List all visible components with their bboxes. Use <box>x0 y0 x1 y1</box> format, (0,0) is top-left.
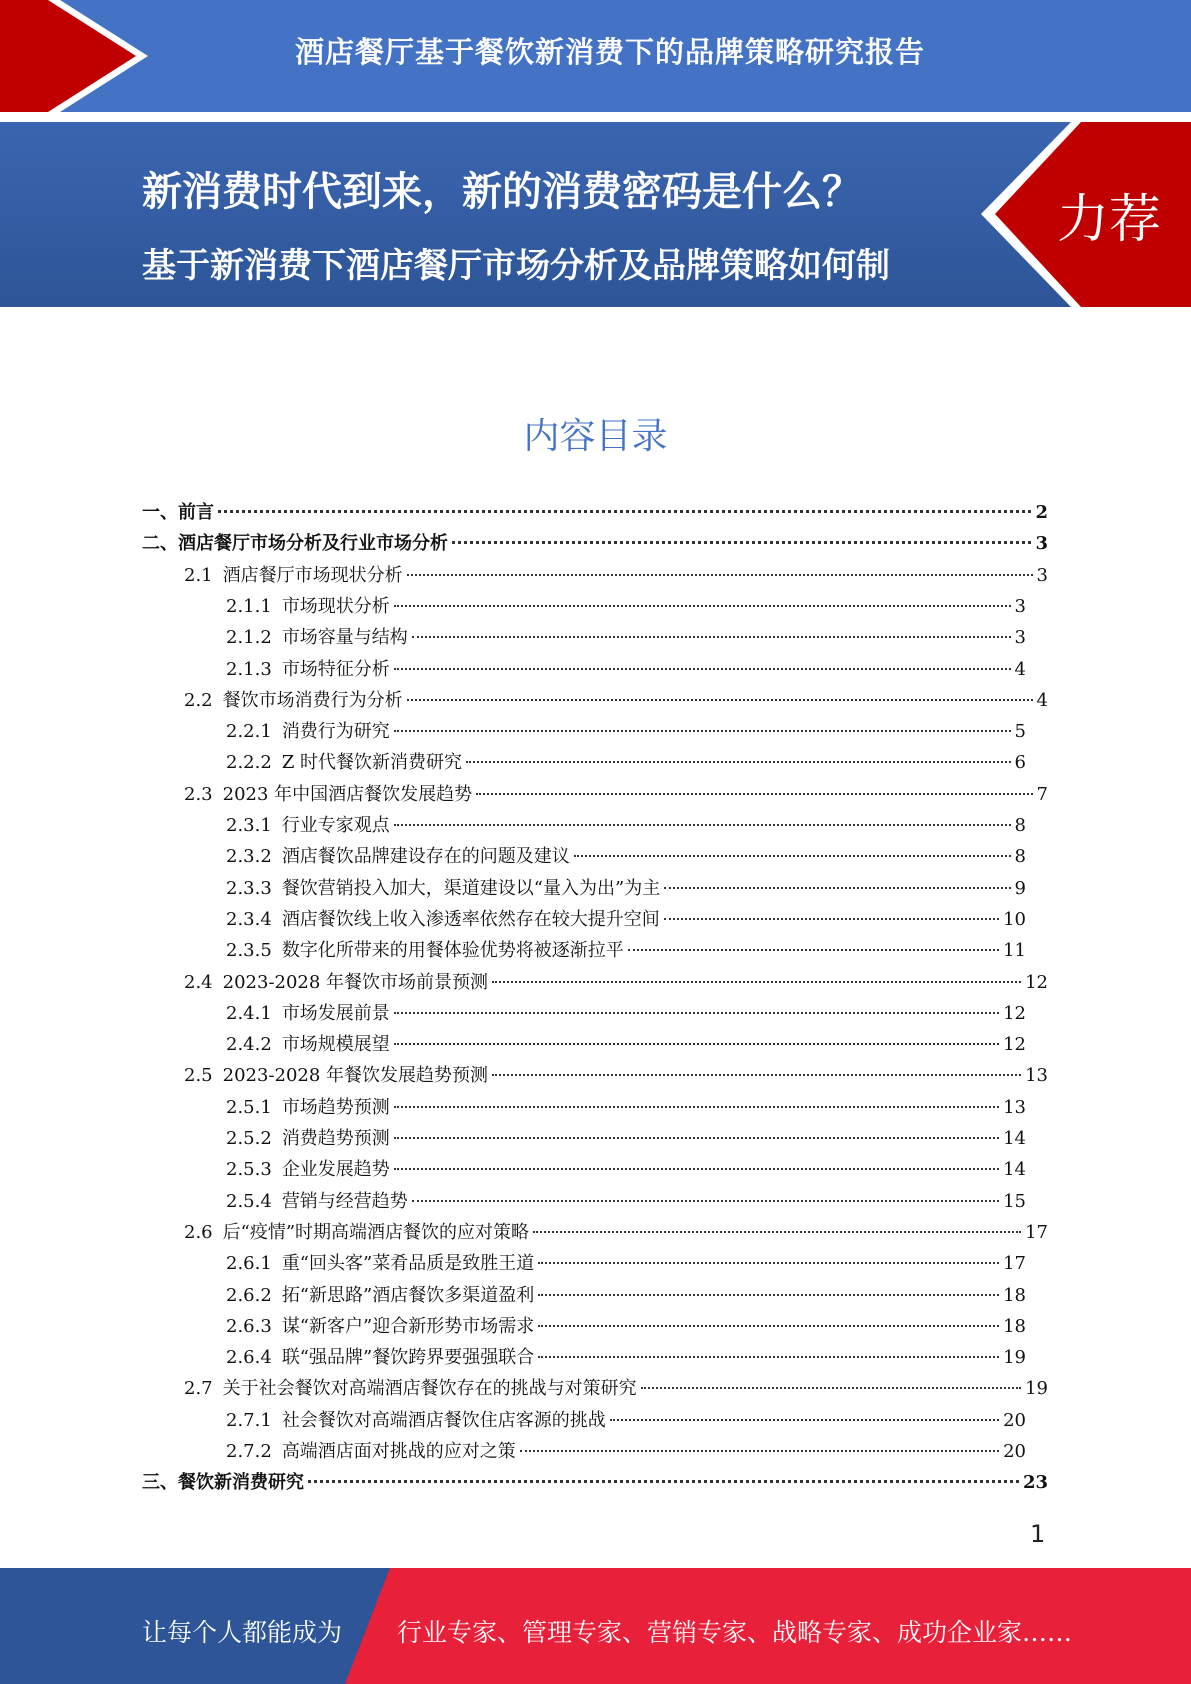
header-divider <box>0 112 1191 122</box>
toc-entry-label: 营销与经营趋势 <box>281 1190 408 1212</box>
toc-entry-label: 2023-2028 年餐饮发展趋势预测 <box>222 1065 489 1087</box>
toc-entry-page: 2 <box>1035 502 1048 523</box>
toc-entry[interactable] <box>226 1186 1026 1217</box>
toc-entry-label: 拓“新思路”酒店餐饮多渠道盈利 <box>281 1284 535 1306</box>
toc-entry-label: 行业专家观点 <box>281 815 390 836</box>
toc-entry-page: 3 <box>1014 595 1026 617</box>
toc-entry[interactable] <box>226 873 1026 904</box>
toc-entry[interactable] <box>184 967 1048 998</box>
toc-entry[interactable] <box>142 497 1048 528</box>
toc-entry-page: 9 <box>1014 877 1026 899</box>
toc-leader-dots <box>394 605 1011 607</box>
hero-subheadline: 基于新消费下酒店餐厅市场分析及品牌策略如何制定？？？ <box>142 246 890 354</box>
toc-entry-label: 前言 <box>178 502 214 523</box>
toc-leader-dots <box>533 1231 1021 1233</box>
toc-entry[interactable] <box>226 1029 1026 1060</box>
toc-entry-label: 酒店餐饮品牌建设存在的问题及建议 <box>281 846 570 868</box>
hero-headline: 新消费时代到来，新的消费密码是什么？ <box>142 169 862 215</box>
toc-entry-label: 餐饮新消费研究 <box>178 1472 304 1494</box>
toc-entry-label: 2023 年中国酒店餐饮发展趋势 <box>222 783 473 805</box>
toc-leader-dots <box>394 1043 999 1045</box>
toc-entry-label: 企业发展趋势 <box>281 1159 390 1181</box>
toc-entry[interactable] <box>226 1280 1026 1311</box>
toc-leader-dots <box>538 1262 999 1264</box>
toc-entry-label: 市场特征分析 <box>281 658 390 680</box>
toc-entry-page: 18 <box>1003 1315 1026 1337</box>
toc-entry-page: 6 <box>1014 752 1026 774</box>
toc-entry-page: 3 <box>1036 564 1048 586</box>
toc-entry-label: 社会餐饮对高端酒店餐饮住店客源的挑战 <box>281 1409 606 1431</box>
toc-entry-number: 2.5 <box>184 1065 213 1087</box>
toc-entry-number: 2.3.3 <box>226 877 272 899</box>
toc-entry-page: 18 <box>1003 1284 1026 1306</box>
toc-leader-dots <box>394 730 1011 732</box>
toc-leader-dots <box>476 793 1032 795</box>
toc-leader-dots <box>394 1168 999 1170</box>
toc-entry[interactable] <box>226 904 1026 935</box>
toc-entry-page: 8 <box>1014 846 1026 868</box>
toc-entry-page: 13 <box>1025 1065 1048 1087</box>
toc-leader-dots <box>538 1294 999 1296</box>
toc-entry-page: 5 <box>1014 721 1026 743</box>
toc-entry[interactable] <box>226 622 1026 653</box>
toc-leader-dots <box>218 510 1031 513</box>
toc-entry[interactable] <box>226 1123 1026 1154</box>
toc-leader-dots <box>492 981 1021 983</box>
toc-entry-number: 2.3.1 <box>226 815 272 836</box>
toc-entry-page: 12 <box>1003 1034 1026 1056</box>
header-red-chevron <box>0 0 150 112</box>
toc-entry-label: 谋“新客户”迎合新形势市场需求 <box>281 1315 535 1337</box>
toc-entry-label: 市场发展前景 <box>281 1002 390 1024</box>
toc-entry-number: 2.3.4 <box>226 908 272 930</box>
toc-entry-page: 10 <box>1003 908 1026 930</box>
toc-entry-number: 2.4.2 <box>226 1034 272 1056</box>
toc-entry-number: 2.3.5 <box>226 940 272 962</box>
toc-leader-dots <box>466 761 1011 763</box>
toc-entry-page: 8 <box>1014 815 1026 836</box>
toc-entry[interactable] <box>226 1405 1026 1436</box>
toc-entry-number: 2.1.1 <box>226 595 272 617</box>
toc-entry-number: 2.7.2 <box>226 1441 272 1462</box>
toc-leader-dots <box>610 1419 999 1421</box>
toc-entry-label: 市场规模展望 <box>281 1034 390 1056</box>
toc-entry-label: 消费趋势预测 <box>281 1128 390 1149</box>
toc-entry[interactable] <box>226 1342 1026 1373</box>
toc-entry-label: 酒店餐厅市场现状分析 <box>222 564 403 586</box>
toc-entry[interactable] <box>226 716 1026 747</box>
toc-title: 内容目录 <box>523 416 668 457</box>
toc-entry[interactable] <box>226 1436 1026 1467</box>
toc-entry-number: 2.2 <box>184 689 213 711</box>
toc-entry[interactable] <box>226 935 1026 966</box>
toc-entry[interactable] <box>226 654 1026 685</box>
toc-leader-dots <box>492 1074 1021 1076</box>
toc-leader-dots <box>664 887 1010 889</box>
toc-entry-number: 2.5.3 <box>226 1159 272 1181</box>
toc-leader-dots <box>574 855 1011 857</box>
toc-entry-number: 2.3 <box>184 783 213 805</box>
toc-entry-number: 2.1 <box>184 564 213 586</box>
toc-entry-number: 2.6.3 <box>226 1315 272 1337</box>
toc-entry-number: 2.5.4 <box>226 1190 272 1212</box>
toc-entry-label: 消费行为研究 <box>281 721 390 743</box>
toc-entry-number: 2.5.2 <box>226 1128 272 1149</box>
toc-entry-page: 23 <box>1022 1472 1048 1494</box>
toc-entry-label: 餐饮营销投入加大，渠道建设以“量入为出”为主 <box>281 877 661 899</box>
toc-entry-page: 17 <box>1003 1253 1026 1275</box>
header-band <box>0 0 1191 112</box>
toc-entry-label: 2023-2028 年餐饮市场前景预测 <box>222 971 489 993</box>
footer-band <box>0 1568 1191 1684</box>
toc-entry-number: 2.7 <box>184 1378 213 1400</box>
toc-entry-page: 20 <box>1003 1441 1026 1462</box>
toc-entry-page: 4 <box>1014 658 1026 680</box>
toc-entry[interactable] <box>184 560 1048 591</box>
toc-entry-page: 3 <box>1035 533 1048 555</box>
toc-entry-label: Z 时代餐饮新消费研究 <box>281 752 463 774</box>
toc-entry[interactable] <box>142 528 1048 559</box>
toc-entry[interactable] <box>184 685 1048 716</box>
toc-entry[interactable] <box>184 1217 1048 1248</box>
toc-leader-dots <box>641 1387 1021 1389</box>
toc-leader-dots <box>407 699 1033 701</box>
toc-entry[interactable] <box>226 747 1026 778</box>
toc-entry[interactable] <box>226 841 1026 872</box>
toc-leader-dots <box>394 1137 999 1139</box>
toc-leader-dots <box>394 668 1011 670</box>
toc-entry-page: 19 <box>1003 1347 1026 1369</box>
toc-entry-number: 2.1.3 <box>226 658 272 680</box>
page-number: 1 <box>1030 1520 1046 1548</box>
toc-entry-number: 二、 <box>142 533 178 555</box>
toc-entry-label: 联“强品牌”餐饮跨界要强强联合 <box>281 1347 535 1369</box>
toc-entry[interactable] <box>226 591 1026 622</box>
toc-entry-label: 关于社会餐饮对高端酒店餐饮存在的挑战与对策研究 <box>222 1378 637 1400</box>
toc-entry-label: 酒店餐厅市场分析及行业市场分析 <box>178 533 448 555</box>
footer-slogan-left: 让每个人都能成为 <box>142 1618 343 1647</box>
toc-entry-label: 高端酒店面对挑战的应对之策 <box>281 1441 516 1462</box>
toc-leader-dots <box>412 1200 999 1202</box>
toc-entry[interactable] <box>142 1467 1048 1498</box>
toc-entry-page: 3 <box>1014 627 1026 649</box>
toc-entry[interactable] <box>226 1311 1026 1342</box>
toc-entry-number: 2.6 <box>184 1221 213 1243</box>
toc-entry-label: 重“回头客”菜肴品质是致胜王道 <box>281 1253 535 1275</box>
toc-entry[interactable] <box>184 779 1048 810</box>
toc-entry-page: 19 <box>1025 1378 1048 1400</box>
toc-entry-number: 2.6.1 <box>226 1253 272 1275</box>
toc-entry-number: 2.5.1 <box>226 1096 272 1118</box>
toc-entry-label: 市场现状分析 <box>281 595 390 617</box>
toc-entry-page: 11 <box>1003 940 1026 962</box>
toc-entry-number: 2.1.2 <box>226 627 272 649</box>
toc-leader-dots <box>394 1106 999 1108</box>
toc-entry-number: 2.7.1 <box>226 1409 272 1431</box>
toc-entry-number: 三、 <box>142 1472 178 1494</box>
toc-leader-dots <box>538 1325 999 1327</box>
toc-leader-dots <box>407 574 1033 576</box>
toc-entry-page: 20 <box>1003 1409 1026 1431</box>
toc-entry-page: 7 <box>1036 783 1048 805</box>
toc-leader-dots <box>628 949 999 951</box>
toc-leader-dots <box>664 918 999 920</box>
toc-entry-number: 2.2.2 <box>226 752 272 774</box>
toc-entry-page: 4 <box>1036 689 1048 711</box>
toc-entry-label: 数字化所带来的用餐体验优势将被逐渐拉平 <box>281 940 624 962</box>
toc-entry[interactable] <box>226 1154 1026 1185</box>
toc-entry-label: 市场趋势预测 <box>281 1096 390 1118</box>
toc-entry-page: 13 <box>1003 1096 1026 1118</box>
toc-entry-number: 2.4.1 <box>226 1002 272 1024</box>
toc-entry-page: 17 <box>1025 1221 1048 1243</box>
toc-leader-dots <box>538 1356 999 1358</box>
toc-entry-page: 12 <box>1003 1002 1026 1024</box>
toc-entry[interactable] <box>184 1060 1048 1091</box>
hero-banner <box>0 122 1191 354</box>
toc-entry[interactable] <box>184 1373 1048 1404</box>
toc-entry-page: 14 <box>1003 1159 1026 1181</box>
toc-entry-page: 14 <box>1003 1128 1026 1149</box>
toc-entry-number: 2.6.4 <box>226 1347 272 1369</box>
recommend-badge: 力荐 <box>1056 190 1161 250</box>
toc-entry-label: 后“疫情”时期高端酒店餐饮的应对策略 <box>222 1221 530 1243</box>
toc-entry-label: 餐饮市场消费行为分析 <box>222 689 403 711</box>
toc-entry-number: 2.3.2 <box>226 846 272 868</box>
toc-leader-dots <box>394 824 1011 826</box>
toc-leader-dots <box>394 1012 999 1014</box>
toc-entry[interactable] <box>226 810 1026 841</box>
toc-entry-label: 酒店餐饮线上收入渗透率依然存在较大提升空间 <box>281 908 660 930</box>
toc-entry[interactable] <box>226 1248 1026 1279</box>
footer-slogan-right: 行业专家、管理专家、营销专家、战略专家、成功企业家…… <box>397 1618 1073 1647</box>
toc-leader-dots <box>520 1450 999 1452</box>
toc-leader-dots <box>308 1480 1019 1483</box>
toc-entry-number: 一、 <box>142 502 178 523</box>
toc-entry-label: 市场容量与结构 <box>281 627 408 649</box>
report-title: 酒店餐厅基于餐饮新消费下的品牌策略研究报告 <box>294 35 925 69</box>
toc-leader-dots <box>412 636 1011 638</box>
toc-entry-page: 15 <box>1003 1190 1026 1212</box>
toc-entry-number: 2.2.1 <box>226 721 272 743</box>
toc-entry-number: 2.6.2 <box>226 1284 272 1306</box>
toc-entry-number: 2.4 <box>184 971 213 993</box>
toc-leader-dots <box>452 541 1031 544</box>
toc-entry-page: 12 <box>1025 971 1048 993</box>
toc-entry[interactable] <box>226 1092 1026 1123</box>
toc-entry[interactable] <box>226 998 1026 1029</box>
